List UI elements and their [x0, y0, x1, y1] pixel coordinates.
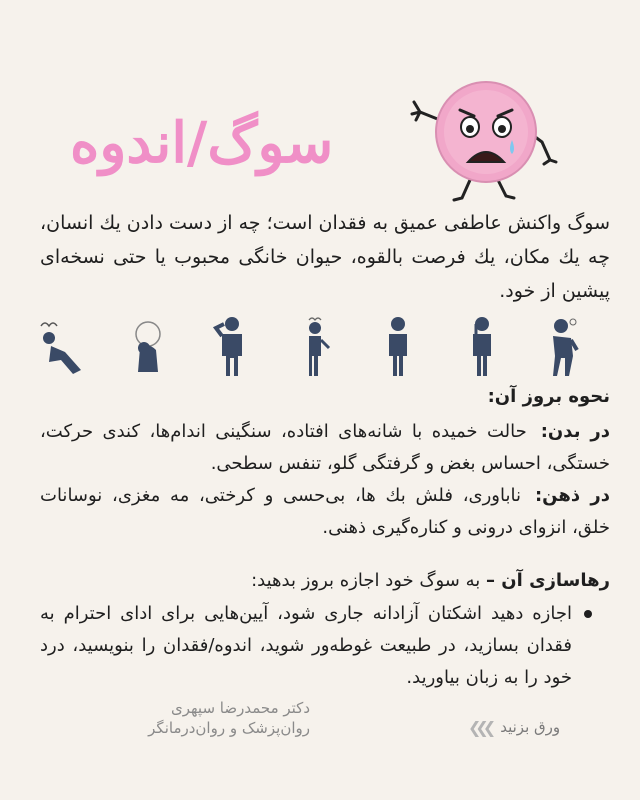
body-manifestation: [40, 416, 610, 480]
chevrons-left-icon: ❮❮❮: [468, 717, 491, 737]
intro-text: سوگ واکنش عاطفی عمیق به فقدان است؛ چه از دست دادن یك انسان، چه یك مکان، یك فرصت بالقوه، حیوان خانگی محبوب یا حتی نسخه‌ای پیشین از خود.: [40, 212, 610, 302]
figures-row: [35, 308, 595, 378]
mind-label: در ذهن:: [534, 485, 610, 506]
confused-figure-icon: [285, 314, 345, 378]
release-bullet-text: اجازه دهید اشکتان آزادانه جاری شود، آیین‌هایی برای ادای احترام به فقدان بسازید، در طبیعت غوطه‌ور شوید، اندوه/فقدان را بنویسید، درد خود را به زبان بیاورید.: [40, 603, 572, 688]
release-text: به سوگ خود اجازه بروز بدهید:: [251, 570, 486, 591]
manifestation-heading: نحوه بروز آن:: [487, 386, 610, 407]
mind-manifestation: [40, 480, 610, 544]
swipe-hint[interactable]: [468, 713, 588, 741]
crouching-figure-icon: [118, 314, 178, 378]
grieving-figure-icon: [535, 314, 595, 378]
body-text: حالت خمیده با شانه‌های افتاده، سنگینی اندام‌ها، کندی حرکت، خستگی، احساس بغض و گرفتگی گلو، تنفس سطحی.: [40, 421, 610, 474]
swipe-label: ورق بزنید: [500, 718, 561, 736]
author-name: دکتر محمدرضا سپهری: [171, 699, 310, 717]
hands-on-face-figure-icon: [368, 314, 428, 378]
bullet-dot-icon: [584, 610, 592, 618]
author-credit: [60, 698, 310, 738]
head-down-figure-icon: [452, 314, 512, 378]
author-title: روان‌پزشک و روان‌درمانگر: [148, 719, 310, 737]
release-heading: [30, 566, 610, 596]
covering-face-figure-icon: [202, 314, 262, 378]
release-bullet: [40, 598, 600, 694]
sad-mascot-icon: [410, 72, 560, 202]
page-title: سوگ/اندوه: [70, 110, 334, 176]
release-label: رهاسازی آن –: [486, 570, 610, 591]
fallen-figure-icon: [35, 314, 95, 378]
body-label: در بدن:: [540, 421, 610, 442]
mind-text: ناباوری، فلش بك ها، بی‌حسی و کرختی، مه مغزی، نوسانات خلق، انزوای درونی و کناره‌گیری ذهنی.: [40, 485, 610, 538]
